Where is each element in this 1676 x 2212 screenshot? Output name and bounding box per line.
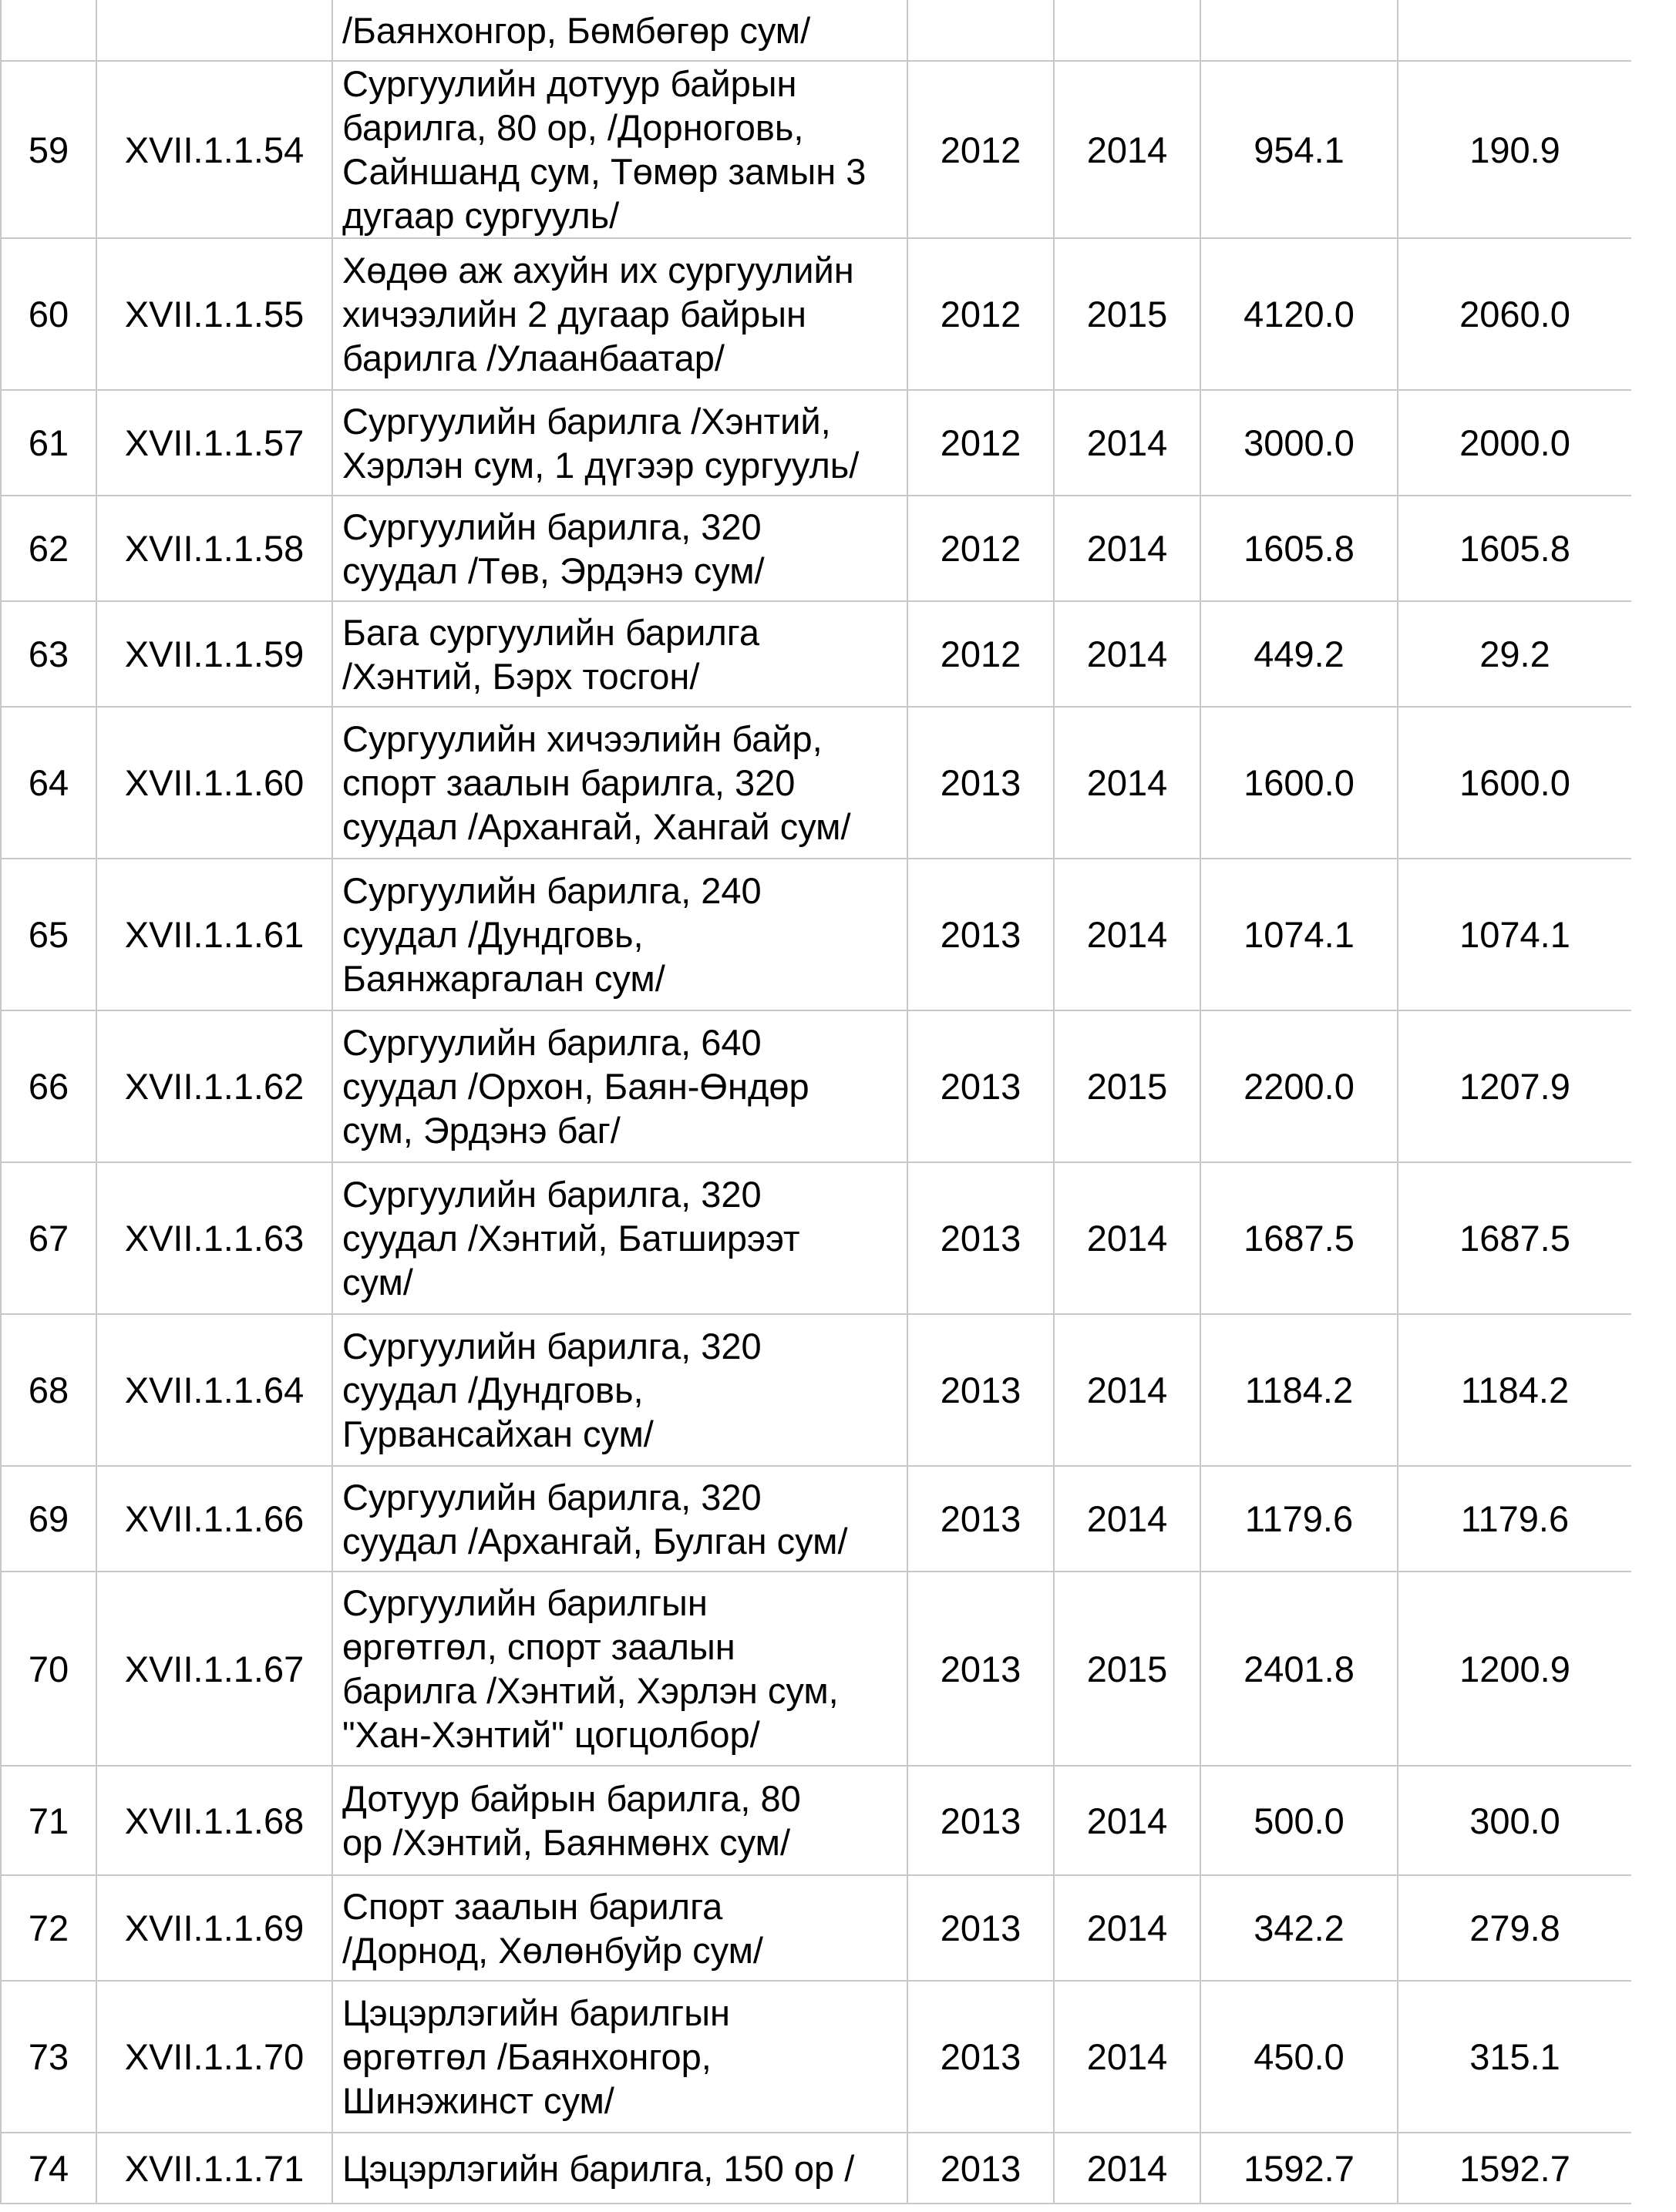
end-year: 2014 — [1054, 859, 1200, 1010]
total-cost: 1179.6 — [1200, 1466, 1398, 1572]
budget-amount: 1184.2 — [1398, 1314, 1631, 1466]
project-code: XVII.1.1.60 — [96, 707, 332, 859]
project-description: Цэцэрлэгийн барилгын өргөтгөл /Баянхонгор, Шинэжинст сум/ — [332, 1981, 907, 2133]
budget-amount: 1592.7 — [1398, 2133, 1631, 2204]
row-number: 63 — [1, 601, 96, 707]
start-year: 2013 — [907, 1766, 1054, 1875]
table-row — [1, 0, 1631, 61]
end-year: 2014 — [1054, 2133, 1200, 2204]
row-number: 64 — [1, 707, 96, 859]
total-cost: 1184.2 — [1200, 1314, 1398, 1466]
project-description: Сургуулийн барилга, 320 суудал /Төв, Эрдэнэ сум/ — [332, 496, 907, 601]
start-year: 2012 — [907, 238, 1054, 390]
end-year: 2014 — [1054, 707, 1200, 859]
total-cost: 1592.7 — [1200, 2133, 1398, 2204]
total-cost: 450.0 — [1200, 1981, 1398, 2133]
total-cost: 1600.0 — [1200, 707, 1398, 859]
row-number: 60 — [1, 238, 96, 390]
project-code: XVII.1.1.63 — [96, 1162, 332, 1314]
row-number: 74 — [1, 2133, 96, 2204]
table-row — [1, 1162, 1631, 1314]
total-cost: 449.2 — [1200, 601, 1398, 707]
project-code: XVII.1.1.57 — [96, 390, 332, 496]
start-year — [907, 0, 1054, 61]
table-row — [1, 496, 1631, 601]
table-row — [1, 1572, 1631, 1766]
start-year: 2012 — [907, 61, 1054, 238]
table-row — [1, 859, 1631, 1010]
table-row — [1, 238, 1631, 390]
table-row — [1, 1766, 1631, 1875]
project-description: Сургуулийн барилга /Хэнтий, Хэрлэн сум, 1 дүгээр сургууль/ — [332, 390, 907, 496]
project-code: XVII.1.1.71 — [96, 2133, 332, 2204]
table-row — [1, 601, 1631, 707]
total-cost: 1074.1 — [1200, 859, 1398, 1010]
project-code: XVII.1.1.59 — [96, 601, 332, 707]
row-number — [1, 0, 96, 61]
project-description: Хөдөө аж ахуйн их сургуулийн хичээлийн 2 дугаар байрын барилга /Улаанбаатар/ — [332, 238, 907, 390]
project-description: Сургуулийн барилга, 640 суудал /Орхон, Баян-Өндөр сум, Эрдэнэ баг/ — [332, 1010, 907, 1162]
budget-amount: 1600.0 — [1398, 707, 1631, 859]
table-row — [1, 1010, 1631, 1162]
total-cost: 342.2 — [1200, 1875, 1398, 1981]
start-year: 2012 — [907, 496, 1054, 601]
end-year: 2015 — [1054, 238, 1200, 390]
project-description: Сургуулийн барилга, 320 суудал /Дундговь, Гурвансайхан сум/ — [332, 1314, 907, 1466]
total-cost: 1605.8 — [1200, 496, 1398, 601]
end-year: 2014 — [1054, 390, 1200, 496]
row-number: 62 — [1, 496, 96, 601]
project-code: XVII.1.1.69 — [96, 1875, 332, 1981]
project-description: Сургуулийн барилга, 320 суудал /Архангай, Булган сум/ — [332, 1466, 907, 1572]
start-year: 2013 — [907, 1314, 1054, 1466]
start-year: 2013 — [907, 1466, 1054, 1572]
start-year: 2013 — [907, 2133, 1054, 2204]
end-year: 2014 — [1054, 1314, 1200, 1466]
budget-amount: 300.0 — [1398, 1766, 1631, 1875]
start-year: 2013 — [907, 707, 1054, 859]
project-description: Сургуулийн барилга, 320 суудал /Хэнтий, Батширээт сум/ — [332, 1162, 907, 1314]
project-description: Сургуулийн дотуур байрын барилга, 80 ор, /Дорноговь, Сайншанд сум, Төмөр замын 3 дугаар сургууль/ — [332, 61, 907, 238]
project-code: XVII.1.1.68 — [96, 1766, 332, 1875]
end-year: 2014 — [1054, 1162, 1200, 1314]
start-year: 2012 — [907, 390, 1054, 496]
table-row — [1, 1875, 1631, 1981]
project-code: XVII.1.1.61 — [96, 859, 332, 1010]
budget-amount: 1179.6 — [1398, 1466, 1631, 1572]
row-number: 66 — [1, 1010, 96, 1162]
total-cost: 2200.0 — [1200, 1010, 1398, 1162]
project-code: XVII.1.1.54 — [96, 61, 332, 238]
project-description: Дотуур байрын барилга, 80 ор /Хэнтий, Баянмөнх сум/ — [332, 1766, 907, 1875]
budget-amount: 190.9 — [1398, 61, 1631, 238]
budget-amount: 1605.8 — [1398, 496, 1631, 601]
project-code: XVII.1.1.58 — [96, 496, 332, 601]
row-number: 68 — [1, 1314, 96, 1466]
project-code: XVII.1.1.55 — [96, 238, 332, 390]
budget-amount: 1200.9 — [1398, 1572, 1631, 1766]
budget-amount: 279.8 — [1398, 1875, 1631, 1981]
table-row — [1, 1466, 1631, 1572]
start-year: 2013 — [907, 1875, 1054, 1981]
end-year: 2015 — [1054, 1010, 1200, 1162]
row-number: 71 — [1, 1766, 96, 1875]
table-row — [1, 2133, 1631, 2204]
row-number: 69 — [1, 1466, 96, 1572]
row-number: 72 — [1, 1875, 96, 1981]
total-cost: 500.0 — [1200, 1766, 1398, 1875]
end-year: 2014 — [1054, 61, 1200, 238]
budget-amount: 1074.1 — [1398, 859, 1631, 1010]
project-description: /Баянхонгор, Бөмбөгөр сум/ — [332, 0, 907, 61]
total-cost: 4120.0 — [1200, 238, 1398, 390]
row-number: 70 — [1, 1572, 96, 1766]
project-description: Цэцэрлэгийн барилга, 150 ор / — [332, 2133, 907, 2204]
row-number: 61 — [1, 390, 96, 496]
total-cost: 954.1 — [1200, 61, 1398, 238]
table-row — [1, 390, 1631, 496]
total-cost: 1687.5 — [1200, 1162, 1398, 1314]
project-code — [96, 0, 332, 61]
project-code: XVII.1.1.66 — [96, 1466, 332, 1572]
start-year: 2012 — [907, 601, 1054, 707]
budget-amount: 315.1 — [1398, 1981, 1631, 2133]
start-year: 2013 — [907, 1162, 1054, 1314]
start-year: 2013 — [907, 1010, 1054, 1162]
end-year — [1054, 0, 1200, 61]
end-year: 2014 — [1054, 1466, 1200, 1572]
end-year: 2014 — [1054, 1981, 1200, 2133]
end-year: 2015 — [1054, 1572, 1200, 1766]
end-year: 2014 — [1054, 601, 1200, 707]
start-year: 2013 — [907, 1981, 1054, 2133]
table-row — [1, 707, 1631, 859]
row-number: 59 — [1, 61, 96, 238]
end-year: 2014 — [1054, 1875, 1200, 1981]
total-cost: 3000.0 — [1200, 390, 1398, 496]
row-number: 67 — [1, 1162, 96, 1314]
start-year: 2013 — [907, 859, 1054, 1010]
row-number: 65 — [1, 859, 96, 1010]
project-description: Спорт заалын барилга /Дорнод, Хөлөнбуйр сум/ — [332, 1875, 907, 1981]
budget-amount: 2000.0 — [1398, 390, 1631, 496]
table-row — [1, 61, 1631, 238]
project-description: Сургуулийн барилга, 240 суудал /Дундговь, Баянжаргалан сум/ — [332, 859, 907, 1010]
project-code: XVII.1.1.64 — [96, 1314, 332, 1466]
project-code: XVII.1.1.70 — [96, 1981, 332, 2133]
budget-amount — [1398, 0, 1631, 61]
budget-amount: 29.2 — [1398, 601, 1631, 707]
table-row — [1, 1981, 1631, 2133]
project-description: Сургуулийн хичээлийн байр, спорт заалын барилга, 320 суудал /Архангай, Хангай сум/ — [332, 707, 907, 859]
start-year: 2013 — [907, 1572, 1054, 1766]
budget-amount: 1687.5 — [1398, 1162, 1631, 1314]
budget-amount: 2060.0 — [1398, 238, 1631, 390]
total-cost: 2401.8 — [1200, 1572, 1398, 1766]
project-code: XVII.1.1.67 — [96, 1572, 332, 1766]
project-code: XVII.1.1.62 — [96, 1010, 332, 1162]
row-number: 73 — [1, 1981, 96, 2133]
project-description: Бага сургуулийн барилга /Хэнтий, Бэрх тосгон/ — [332, 601, 907, 707]
total-cost — [1200, 0, 1398, 61]
end-year: 2014 — [1054, 1766, 1200, 1875]
end-year: 2014 — [1054, 496, 1200, 601]
budget-amount: 1207.9 — [1398, 1010, 1631, 1162]
table-row — [1, 1314, 1631, 1466]
project-description: Сургуулийн барилгын өргөтгөл, спорт заалын барилга /Хэнтий, Хэрлэн сум, "Хан-Хэнтий" цогцолбор/ — [332, 1572, 907, 1766]
